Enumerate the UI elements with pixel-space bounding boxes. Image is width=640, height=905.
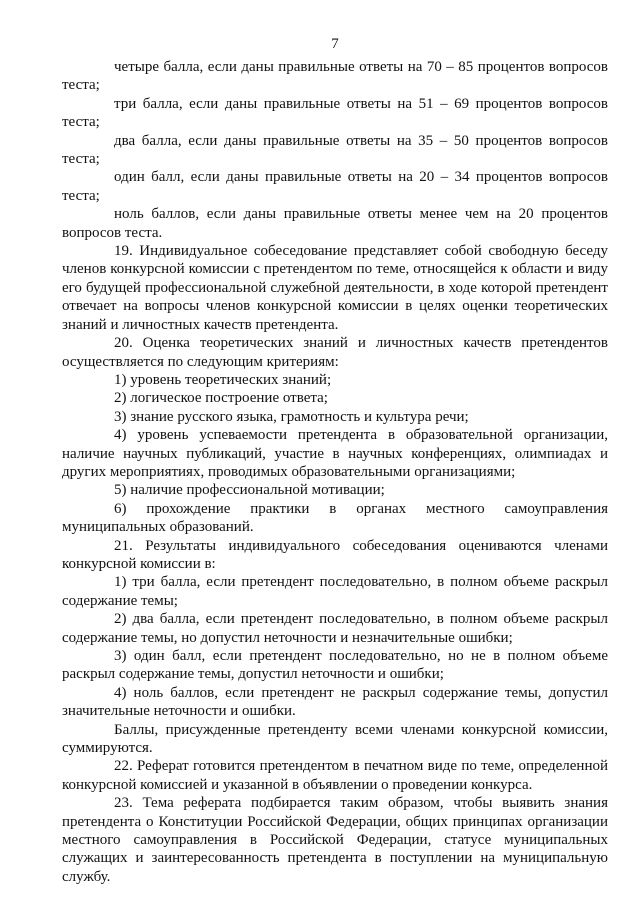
scores-summed: Баллы, присужденные претенденту всеми членами конкурсной комиссии, суммируются. xyxy=(62,721,608,757)
score-two-points: два балла, если даны правильные ответы на 35 – 50 процентов вопросов теста; xyxy=(62,132,608,168)
clause-19: 19. Индивидуальное собеседование представляет собой свободную беседу членов конкурсной комиссии с претендентом по теме, относящейся к области и виду его будущей профессиональной служебной деятельности, в ходе которой претендент отвечает на вопросы членов конкурсной комиссии в целях оценки теоретических знаний и личностных качеств претендента. xyxy=(62,243,608,333)
score-one-point: один балл, если даны правильные ответы на 20 – 34 процентов вопросов теста; xyxy=(62,169,608,204)
score-four-points: четыре балла, если даны правильные ответы на 70 – 85 процентов вопросов теста; xyxy=(62,59,608,94)
clause-20: 20. Оценка теоретических знаний и личностных качеств претендентов осуществляется по следующим критериям: xyxy=(62,335,608,370)
interview-score-1: 1) три балла, если претендент последовательно, в полном объеме раскрыл содержание темы; xyxy=(62,574,608,609)
clause-23: 23. Тема реферата подбирается таким образом, чтобы выявить знания претендента о Конституции Российской Федерации, общих принципах организации местного самоуправления в Российской Федерации, статусе муниципальных служащих и заинтересованность претендента в поступлении на муниципальную службу. xyxy=(62,795,608,885)
clause-21: 21. Результаты индивидуального собеседования оцениваются членами конкурсной комиссии в: xyxy=(62,537,608,572)
criterion-4: 4) уровень успеваемости претендента в образовательной организации, наличие научных публикаций, участие в научных конференциях, олимпиадах и других мероприятиях, проводимых образовательными организациями; xyxy=(62,427,608,480)
criterion-6: 6) прохождение практики в органах местного самоуправления муниципальных образований. xyxy=(62,500,608,536)
criterion-2: 2) логическое построение ответа; xyxy=(114,390,328,407)
page-number: 7 xyxy=(331,36,339,52)
score-zero-points: ноль баллов, если даны правильные ответы менее чем на 20 процентов вопросов теста. xyxy=(62,206,608,241)
criterion-3: 3) знание русского языка, грамотность и культура речи; xyxy=(114,408,469,425)
criterion-5: 5) наличие профессиональной мотивации; xyxy=(114,482,385,499)
interview-score-3: 3) один балл, если претендент последовательно, но не в полном объеме раскрыл содержание темы, допустил неточности и ошибки; xyxy=(62,648,608,683)
interview-score-2: 2) два балла, если претендент последовательно, в полном объеме раскрыл содержание темы, но допустил неточности и незначительные ошибки; xyxy=(62,611,608,646)
interview-score-4: 4) ноль баллов, если претендент не раскрыл содержание темы, допустил значительные неточности и ошибки. xyxy=(62,684,608,720)
document-body xyxy=(62,58,608,886)
clause-22: 22. Реферат готовится претендентом в печатном виде по теме, определенной конкурсной комиссией и указанной в объявлении о проведении конкурса. xyxy=(62,758,608,793)
criterion-1: 1) уровень теоретических знаний; xyxy=(114,371,332,388)
score-three-points: три балла, если даны правильные ответы на 51 – 69 процентов вопросов теста; xyxy=(62,95,608,131)
